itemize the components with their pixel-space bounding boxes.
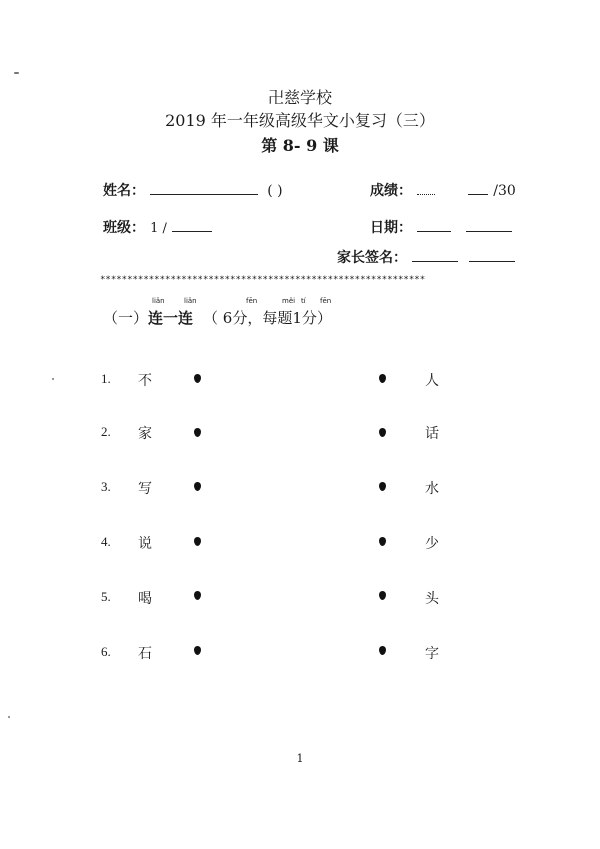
date-label: 日期： bbox=[370, 220, 412, 236]
section-heading bbox=[103, 307, 332, 328]
pinyin-lian-1: liǎn bbox=[152, 297, 165, 305]
page-number: 1 bbox=[296, 752, 304, 765]
left-connect-dot[interactable] bbox=[194, 537, 201, 546]
item-number: 1. bbox=[101, 371, 111, 386]
right-connect-dot[interactable] bbox=[379, 591, 386, 600]
left-word: 写 bbox=[138, 481, 152, 497]
score-total: /30 bbox=[493, 183, 516, 199]
right-connect-dot[interactable] bbox=[379, 537, 386, 546]
score-blank-2[interactable] bbox=[468, 180, 488, 195]
right-connect-dot[interactable] bbox=[379, 482, 386, 491]
left-connect-dot[interactable] bbox=[194, 374, 201, 383]
lesson-range: 第 8- 9 课 bbox=[261, 136, 339, 155]
worksheet-title: 2019 年一年级高级华文小复习（三） bbox=[165, 111, 435, 130]
left-word: 喝 bbox=[138, 591, 152, 607]
left-connect-dot[interactable] bbox=[194, 591, 201, 600]
class-value: 1 / bbox=[150, 221, 167, 236]
left-word: 家 bbox=[138, 426, 152, 442]
name-field[interactable] bbox=[103, 180, 283, 200]
section-title: 连一连 bbox=[148, 309, 194, 327]
score-field[interactable] bbox=[370, 180, 516, 200]
left-word: 石 bbox=[138, 646, 152, 662]
scan-speck bbox=[52, 378, 54, 380]
left-connect-dot[interactable] bbox=[194, 428, 201, 437]
parent-signature-field[interactable] bbox=[337, 247, 515, 267]
left-word: 说 bbox=[138, 536, 152, 552]
date-blank-1[interactable] bbox=[417, 217, 451, 232]
item-number: 6. bbox=[101, 644, 111, 659]
right-word: 话 bbox=[425, 426, 439, 442]
score-blank-1[interactable] bbox=[417, 180, 435, 195]
class-label: 班级： bbox=[103, 220, 145, 236]
name-blank[interactable] bbox=[150, 180, 258, 195]
right-connect-dot[interactable] bbox=[379, 428, 386, 437]
right-connect-dot[interactable] bbox=[379, 374, 386, 383]
item-number: 2. bbox=[101, 424, 111, 439]
section-prefix: （一） bbox=[103, 309, 149, 327]
school-name: 卍慈学校 bbox=[267, 88, 332, 107]
right-word: 字 bbox=[425, 646, 439, 662]
name-paren: ( ) bbox=[267, 183, 283, 199]
class-field[interactable] bbox=[103, 217, 212, 237]
left-connect-dot[interactable] bbox=[194, 482, 201, 491]
item-number: 5. bbox=[101, 589, 111, 604]
section-score-note: （ 6分，每题1分） bbox=[203, 309, 332, 327]
scan-speck bbox=[8, 716, 10, 718]
right-connect-dot[interactable] bbox=[379, 646, 386, 655]
right-word: 头 bbox=[425, 591, 439, 607]
left-word: 不 bbox=[138, 373, 152, 389]
date-field[interactable] bbox=[370, 217, 512, 237]
pinyin-mei: měi bbox=[282, 297, 296, 305]
item-number: 4. bbox=[101, 534, 111, 549]
right-word: 少 bbox=[425, 536, 439, 552]
scan-speck bbox=[14, 72, 19, 74]
pinyin-lian-2: liǎn bbox=[184, 297, 197, 305]
item-number: 3. bbox=[101, 479, 111, 494]
pinyin-fen-1: fēn bbox=[246, 297, 258, 305]
class-blank[interactable] bbox=[172, 217, 212, 232]
pinyin-ti: tí bbox=[301, 297, 306, 305]
parent-signature-blank-2[interactable] bbox=[469, 247, 515, 262]
star-separator: ************************************************************ bbox=[100, 275, 426, 285]
parent-signature-blank-1[interactable] bbox=[412, 247, 458, 262]
left-connect-dot[interactable] bbox=[194, 646, 201, 655]
score-label: 成绩： bbox=[370, 183, 412, 199]
right-word: 人 bbox=[425, 373, 439, 389]
pinyin-fen-2: fēn bbox=[320, 297, 332, 305]
right-word: 水 bbox=[425, 481, 439, 497]
name-label: 姓名： bbox=[103, 183, 145, 199]
parent-signature-label: 家长签名： bbox=[337, 250, 407, 266]
date-blank-2[interactable] bbox=[466, 217, 512, 232]
